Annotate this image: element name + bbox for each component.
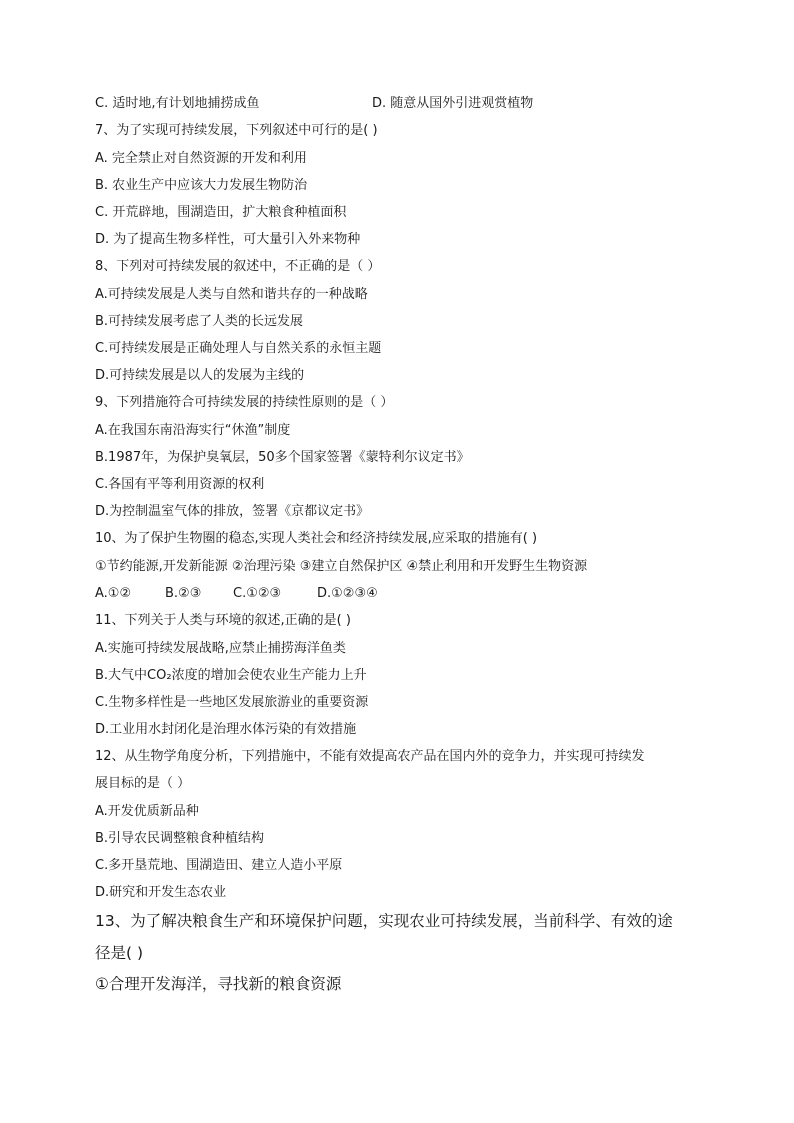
q8-option-a: A.可持续发展是人类与自然和谐共存的一种战略 — [95, 287, 368, 302]
q12-option-a: A.开发优质新品种 — [95, 804, 199, 819]
q10-stem: 10、为了保护生物圈的稳态,实现人类社会和经济持续发展,应采取的措施有( ) — [95, 531, 538, 546]
q11-option-d: D.工业用水封闭化是治理水体污染的有效措施 — [95, 722, 357, 737]
q8-stem: 8、下列对可持续发展的叙述中，不正确的是（ ） — [95, 259, 381, 274]
q9-option-d: D.为控制温室气体的排放，签署《京都议定书》 — [95, 504, 370, 519]
q9-option-c: C.各国有平等利用资源的权利 — [95, 477, 265, 492]
q12-stem-line2: 展目标的是（ ） — [95, 776, 191, 791]
q10-option-a: A.①② — [95, 586, 132, 601]
q7-option-c: C. 开荒辟地，围湖造田，扩大粮食种植面积 — [95, 205, 347, 220]
q11-option-a: A.实施可持续发展战略,应禁止捕捞海洋鱼类 — [95, 641, 346, 656]
q6-option-c: C. 适时地,有计划地捕捞成鱼 — [95, 96, 260, 111]
q9-stem: 9、下列措施符合可持续发展的持续性原则的是（ ） — [95, 395, 394, 410]
q10-option-b: B.②③ — [165, 586, 202, 601]
q7-option-a: A. 完全禁止对自然资源的开发和利用 — [95, 151, 307, 166]
q7-option-b: B. 农业生产中应该大力发展生物防治 — [95, 178, 308, 193]
q13-stem-line2: 径是( ) — [95, 944, 144, 962]
q12-option-c: C.多开垦荒地、围湖造田、建立人造小平原 — [95, 858, 343, 873]
q10-option-c: C.①②③ — [233, 586, 282, 601]
q9-option-a: A.在我国东南沿海实行“休渔”制度 — [95, 423, 291, 438]
q8-option-d: D.可持续发展是以人的发展为主线的 — [95, 368, 305, 383]
q11-stem: 11、下列关于人类与环境的叙述,正确的是( ) — [95, 613, 351, 628]
q12-option-d: D.研究和开发生态农业 — [95, 885, 227, 900]
q10-option-d: D.①②③④ — [317, 586, 378, 601]
q7-stem: 7、为了实现可持续发展，下列叙述中可行的是( ) — [95, 123, 378, 138]
q8-option-b: B.可持续发展考虑了人类的长远发展 — [95, 314, 304, 329]
q9-option-b: B.1987年，为保护臭氧层，50多个国家签署《蒙特利尔议定书》 — [95, 450, 470, 465]
q6-option-d: D. 随意从国外引进观赏植物 — [372, 96, 534, 111]
q13-stem-line1: 13、为了解决粮食生产和环境保护问题，实现农业可持续发展，当前科学、有效的途 — [95, 912, 673, 930]
q12-option-b: B.引导农民调整粮食种植结构 — [95, 831, 265, 846]
q6-options-row — [95, 95, 534, 113]
q10-options-row — [95, 585, 378, 603]
q11-option-b: B.大气中CO₂浓度的增加会使农业生产能力上升 — [95, 668, 367, 683]
q12-stem-line1: 12、从生物学角度分析，下列措施中，不能有效提高农产品在国内外的竞争力，并实现可持续发 — [95, 749, 645, 764]
q7-option-d: D. 为了提高生物多样性，可大量引入外来物种 — [95, 232, 361, 247]
q8-option-c: C.可持续发展是正确处理人与自然关系的永恒主题 — [95, 341, 382, 356]
q11-option-c: C.生物多样性是一些地区发展旅游业的重要资源 — [95, 695, 369, 710]
q10-items: ①节约能源,开发新能源 ②治理污染 ③建立自然保护区 ④禁止利用和开发野生生物资源 — [95, 559, 588, 574]
q13-item-1: ①合理开发海洋，寻找新的粮食资源 — [95, 975, 342, 993]
